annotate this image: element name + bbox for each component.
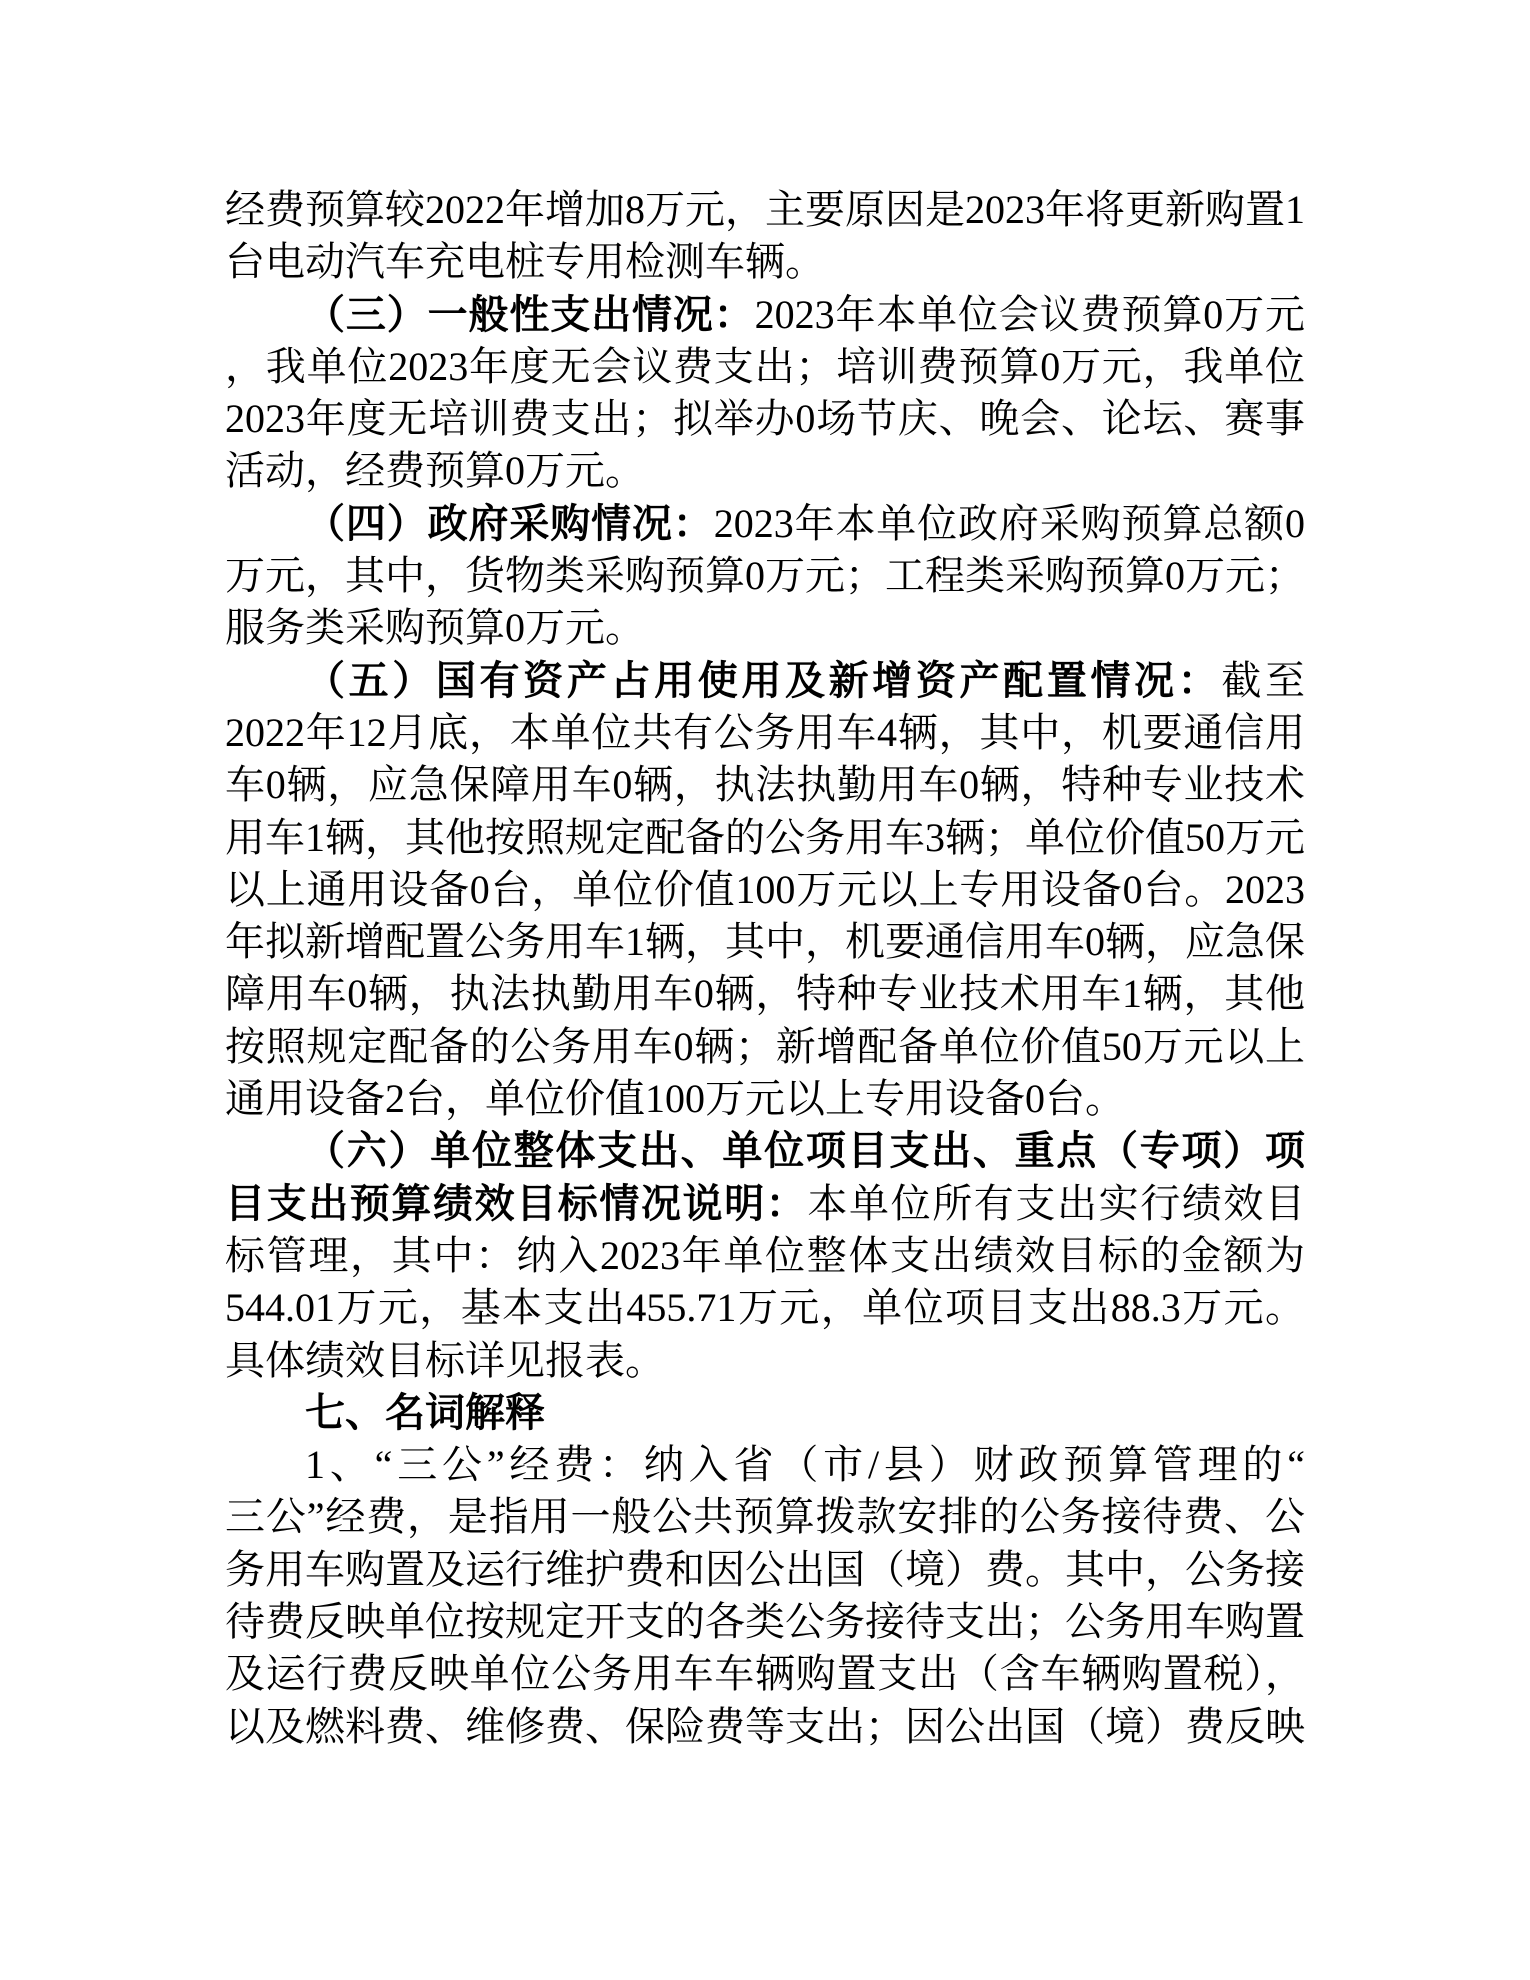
- text-line: [225, 707, 1305, 759]
- body-text: 2023年本单位会议费预算0万元: [754, 291, 1306, 337]
- body-text: 具体绩效目标详见报表。: [225, 1337, 665, 1383]
- text-line: [225, 1387, 1305, 1439]
- text-line: [225, 1701, 1305, 1753]
- text-line: [225, 1648, 1305, 1700]
- body-text: 万元，其中，货物类采购预算0万元；工程类采购预算0万元；: [225, 553, 1305, 599]
- heading-text: （三）一般性支出情况：: [305, 291, 755, 337]
- heading-text: 七、名词解释: [305, 1389, 545, 1435]
- text-line: [225, 1282, 1305, 1334]
- text-line: [225, 550, 1305, 602]
- text-line: [225, 236, 1305, 288]
- body-text: 经费预算较2022年增加8万元，主要原因是2023年将更新购置1: [225, 187, 1305, 232]
- body-text: 2022年12月底，本单位共有公务用车4辆，其中，机要通信用: [225, 709, 1305, 755]
- body-text: 务用车购置及运行维护费和因公出国（境）费。其中，公务接: [225, 1546, 1305, 1592]
- body-text: 及运行费反映单位公务用车车辆购置支出（含车辆购置税），: [225, 1651, 1305, 1697]
- text-line: [225, 1439, 1305, 1491]
- body-text: 活动，经费预算0万元。: [225, 448, 645, 494]
- heading-text: （五）国有资产占用使用及新增资产配置情况：: [305, 657, 1222, 703]
- text-line: [225, 498, 1305, 550]
- body-text: 本单位所有支出实行绩效目: [807, 1180, 1306, 1226]
- body-text: 服务类采购预算0万元。: [225, 605, 645, 651]
- text-line: [225, 1021, 1305, 1073]
- text-line: [225, 812, 1305, 864]
- body-text: ，我单位2023年度无会议费支出；培训费预算0万元，我单位: [225, 343, 1305, 389]
- body-text: 2023年度无培训费支出；拟举办0场节庆、晚会、论坛、赛事: [225, 396, 1305, 442]
- text-line: [225, 864, 1305, 916]
- text-line: [225, 1073, 1305, 1125]
- body-text: 标管理，其中：纳入2023年单位整体支出绩效目标的金额为: [225, 1232, 1305, 1278]
- text-line: [225, 1178, 1305, 1230]
- text-line: [225, 341, 1305, 393]
- text-line: [225, 445, 1305, 497]
- text-line: [225, 602, 1305, 654]
- text-line: [225, 1230, 1305, 1282]
- body-text: 以上通用设备0台，单位价值100万元以上专用设备0台。2023: [225, 866, 1305, 912]
- text-line: [225, 1491, 1305, 1543]
- document-body: [225, 184, 1305, 1753]
- body-text: 按照规定配备的公务用车0辆；新增配备单位价值50万元以上: [225, 1023, 1305, 1069]
- body-text: 待费反映单位按规定开支的各类公务接待支出；公务用车购置: [225, 1599, 1305, 1645]
- body-text: 车0辆，应急保障用车0辆，执法执勤用车0辆，特种专业技术: [225, 762, 1305, 808]
- body-text: 以及燃料费、维修费、保险费等支出；因公出国（境）费反映: [225, 1703, 1305, 1749]
- body-text: 年拟新增配置公务用车1辆，其中，机要通信用车0辆，应急保: [225, 919, 1305, 965]
- heading-text: （四）政府采购情况：: [305, 500, 714, 546]
- body-text: 2023年本单位政府采购预算总额0: [713, 500, 1306, 546]
- text-line: [225, 393, 1305, 445]
- body-text: 障用车0辆，执法执勤用车0辆，特种专业技术用车1辆，其他: [225, 971, 1305, 1017]
- body-text: 三公”经费，是指用一般公共预算拨款安排的公务接待费、公: [225, 1494, 1305, 1540]
- text-line: [225, 968, 1305, 1020]
- text-line: [225, 1335, 1305, 1387]
- body-text: 台电动汽车充电桩专用检测车辆。: [225, 239, 825, 285]
- text-line: [225, 1125, 1305, 1177]
- body-text: 用车1辆，其他按照规定配备的公务用车3辆；单位价值50万元: [225, 814, 1305, 860]
- heading-text: （六）单位整体支出、单位项目支出、重点（专项）项: [305, 1128, 1305, 1174]
- text-line: [225, 759, 1305, 811]
- text-line: [225, 289, 1305, 341]
- text-line: [225, 1596, 1305, 1648]
- text-line: [225, 1544, 1305, 1596]
- body-text: 截至: [1221, 657, 1306, 703]
- body-text: 通用设备2台，单位价值100万元以上专用设备0台。: [225, 1076, 1125, 1122]
- text-line: [225, 655, 1305, 707]
- heading-text: 目支出预算绩效目标情况说明：: [225, 1180, 808, 1226]
- text-line: [225, 184, 1305, 236]
- text-line: [225, 916, 1305, 968]
- body-text: 1、“三公”经费：纳入省（市/县）财政预算管理的“: [305, 1442, 1305, 1488]
- body-text: 544.01万元，基本支出455.71万元，单位项目支出88.3万元。: [225, 1285, 1305, 1331]
